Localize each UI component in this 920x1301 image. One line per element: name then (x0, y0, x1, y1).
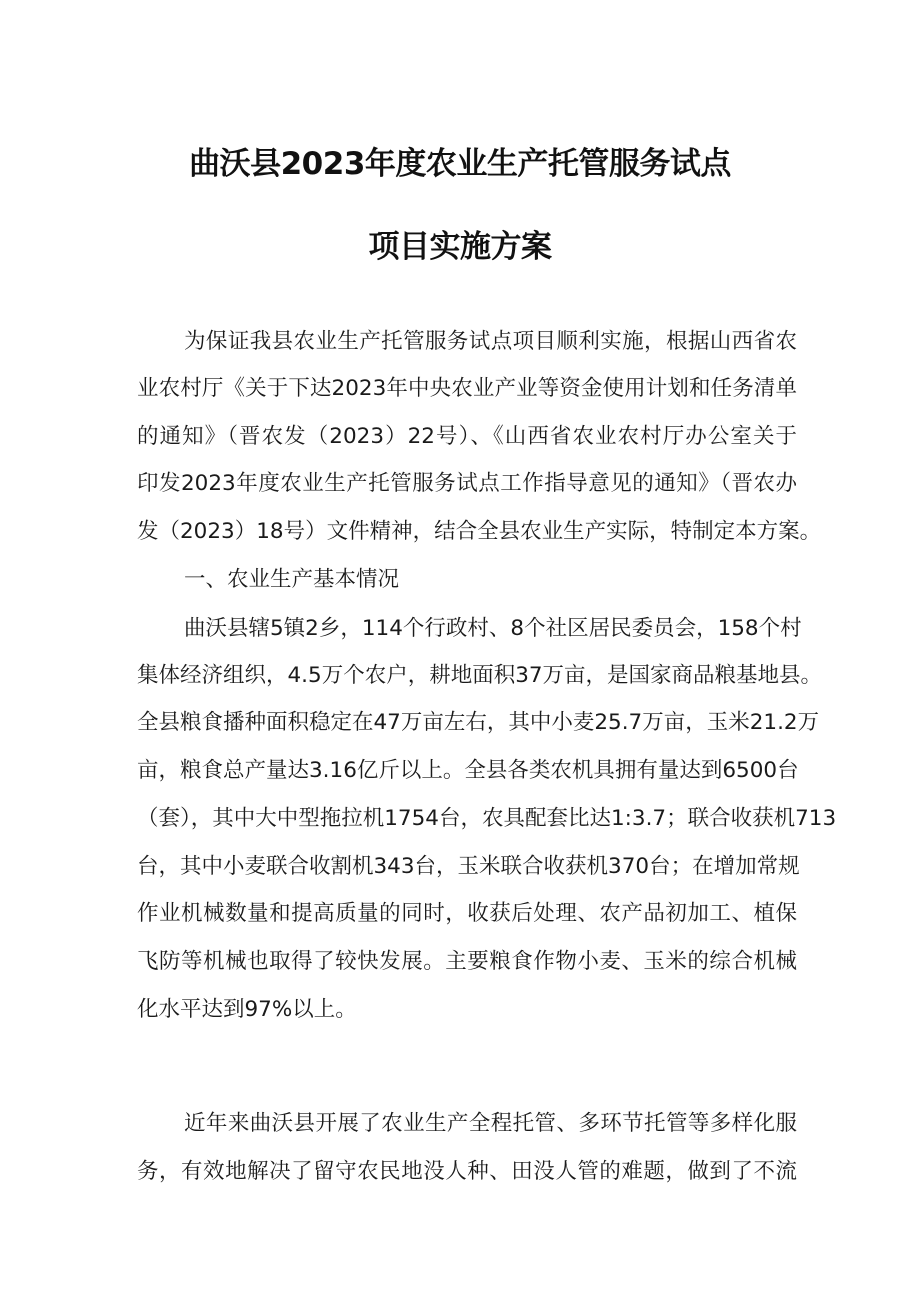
section1-paragraph-line: 亩，粮食总产量达3.16亿斤以上。全县各类农机具拥有量达到6500台 (137, 758, 799, 783)
section1-paragraph-line: 集体经济组织，4.5万个农户，耕地面积37万亩，是国家商品粮基地县。 (137, 663, 823, 688)
section-heading: 一、农业生产基本情况 (184, 567, 400, 592)
document-title-line-2: 项目实施方案 (368, 229, 552, 265)
intro-paragraph-line: 为保证我县农业生产托管服务试点项目顺利实施，根据山西省农 (184, 329, 797, 354)
document-title-line-1: 曲沃县2023年度农业生产托管服务试点 (189, 146, 731, 182)
section2-paragraph-line: 近年来曲沃县开展了农业生产全程托管、多环节托管等多样化服 (184, 1111, 797, 1136)
section2-paragraph-line: 务，有效地解决了留守农民地没人种、田没人管的难题，做到了不流 (137, 1159, 797, 1184)
intro-paragraph-line: 的通知》（晋农发（2023）22号）、《山西省农业农村厅办公室关于 (137, 424, 797, 449)
section1-paragraph-line: 作业机械数量和提高质量的同时，收获后处理、农产品初加工、植保 (137, 901, 797, 926)
section1-paragraph-line: 全县粮食播种面积稳定在47万亩左右，其中小麦25.7万亩，玉米21.2万 (137, 710, 820, 735)
section1-paragraph-line: 台，其中小麦联合收割机343台，玉米联合收获机370台；在增加常规 (137, 854, 800, 879)
intro-paragraph-line: 业农村厅《关于下达2023年中央农业产业等资金使用计划和任务清单 (137, 376, 797, 401)
section1-paragraph-line: 化水平达到97%以上。 (137, 997, 357, 1022)
intro-paragraph-line: 发（2023）18号）文件精神，结合全县农业生产实际，特制定本方案。 (137, 519, 822, 544)
intro-paragraph-line: 印发2023年度农业生产托管服务试点工作指导意见的通知》（晋农办 (137, 471, 797, 496)
section1-paragraph-line: 飞防等机械也取得了较快发展。主要粮食作物小麦、玉米的综合机械 (137, 949, 797, 974)
section1-paragraph-line: 曲沃县辖5镇2乡，114个行政村、8个社区居民委员会，158个村 (184, 616, 802, 641)
section1-paragraph-line: （套），其中大中型拖拉机1754台，农具配套比达1:3.7；联合收获机713 (137, 806, 837, 831)
